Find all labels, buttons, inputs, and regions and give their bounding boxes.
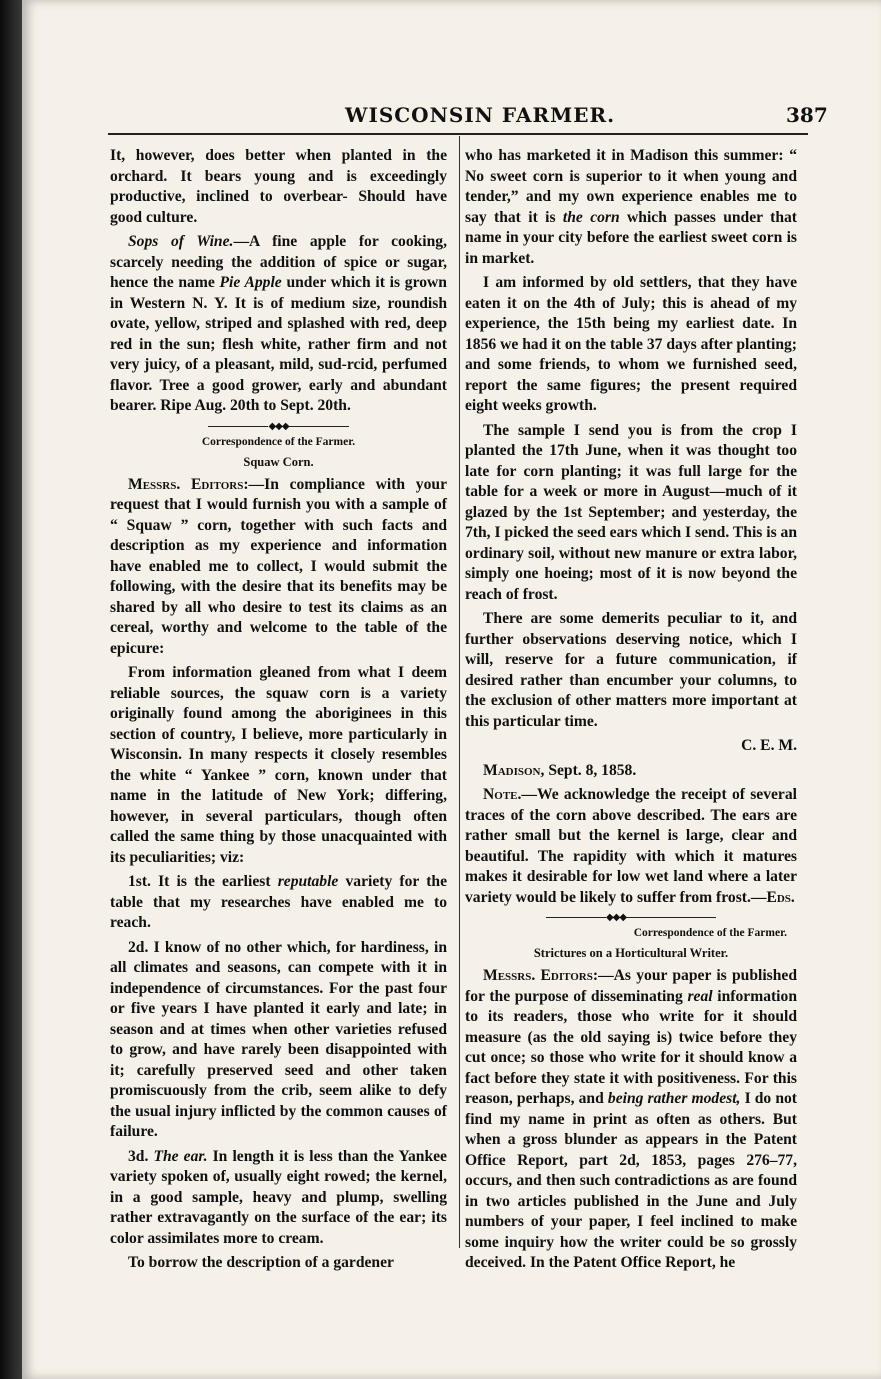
paragraph: To borrow the description of a gardener (128, 1254, 394, 1271)
variety-name: Sops of Wine. (128, 233, 234, 250)
paragraph-sops-of-wine: Sops of Wine.—A fine apple for cooking, scarcely needing the addition of spice or sugar, hence the name Pie Apple under which it is grown in Western N. Y. It is of medium size, roundish ovate, yellow, striped and splashed with red, deep red in the sun; flesh white, rather firm and not very juicy, of a pleasant, mild, sud-rcid, perfumed flavor. Tree a good grower, early and abundant bearer. Ripe Aug. 20th to Sept. 20th. (110, 233, 448, 414)
paragraph: From information gleaned from what I deem reliable sources, the squaw corn is a variety originally found among the aboriginees in this section of country, I believe, more particularly in Wisconsin. In many respects it closely resembles the white “ Yankee ” corn, known under that name in the latitude of New York; differing, however, in several particulars, though often called the same thing by those unacquainted with its peculiarities; viz: (110, 664, 447, 866)
right-column (465, 146, 797, 1278)
paragraph: The sample I send you is from the crop I planted the 17th June, when it was thought too late for corn planting; it was full large for the table for a week or more in August—much of it glazed by the 1st September; and yesterday, the 7th, I picked the seed ears which I send. This is an ordinary soil, without new manure or extra labor, simply one hoeing; most of it is now beyond the reach of frost. (465, 421, 798, 603)
paragraph: who has marketed it in Madison this summer: “ No sweet corn is superior to it when young and tender,” and my own experience enables me to say that it is the corn which passes under that name in your city before the earliest sweet corn is in market. (465, 147, 797, 267)
signature: C. E. M. (741, 737, 797, 754)
book-spine (0, 0, 22, 1379)
correspondence-line: Correspondence of the Farmer. (633, 927, 787, 939)
signature-line (465, 736, 797, 757)
column-divider (459, 136, 460, 1248)
article-heading: Strictures on a Horticultural Writer. (533, 946, 729, 960)
ornament-separator: ◆◆◆ (465, 912, 797, 924)
correspondence-line: Correspondence of the Farmer. (201, 435, 356, 448)
paragraph-strictures: Messrs. Editors:—As your paper is published for the purpose of disseminating real information to its readers, those who write for it should measure (as the old saying is) twice before they cut once; so those who write for it should know a fact before they state it with positiveness. For this reason, perhaps, and being rather modest, I do not find my name in print as often as others. But when a gross blunder as appears in the Patent Office Report, part 2d, 1853, pages 276–77, occurs, and then such contradictions as are found in two articles published in the June and July numbers of your paper, I feel inclined to make some inquiry how the writer could be so grossly deceived. In the Patent Office Report, he (465, 967, 797, 1271)
paragraph-third: 3d. The ear. In length it is less than the Yankee variety spoken of, usually eight rowed; the kernel, in a good sample, heavy and plump, swelling rather extravagantly on the surface of the ear; its color assimilates more to cream. (110, 1147, 447, 1247)
running-title: WISCONSIN FARMER. (345, 103, 616, 127)
dateline: Madison, Sept. 8, 1858. (483, 761, 637, 779)
paragraph: I am informed by old settlers, that they have eaten it on the 4th of July; this is ahead of my experience, the 15th being my earliest date. In 1856 we had it on the table 37 days after planting; and some friends, to whom we furnished seed, report the same figures; the present required eight weeks growth. (465, 274, 797, 414)
paragraph: It, however, does better when planted in the orchard. It bears young and is exceedingly productive, inclined to overbear- Should have good culture. (110, 147, 447, 226)
article-heading: Squaw Corn. (243, 454, 314, 469)
header-rule (108, 133, 808, 135)
paragraph-intro: Messrs. Editors:—In compliance with your request that I would furnish you with a sample of “ Squaw ” corn, together with such facts and description as my experience and information have enabled me to collect, I would submit the following, with the desire that its benefits may be shared by all who desire to test its claims as an cereal, worthy and welcome to the table of the epicure: (110, 475, 447, 657)
page-header (0, 103, 881, 133)
paragraph-first: 1st. It is the earliest reputable variety for the table that my researches have enabled me to reach. (110, 873, 447, 931)
page-number: 387 (786, 103, 828, 127)
paragraph: There are some demerits peculiar to it, and further observations deserving notice, which I will, reserve for a future communication, if desired rather than encumber your columns, to the exclusion of other matters more important at this particular time. (465, 610, 797, 730)
paragraph-second: 2d. I know of no other which, for hardiness, in all climates and seasons, can compete with it in independence of circumstances. For the past four or five years I have planted it early and late; in season and at times when other varieties refused to grow, and have rarely been disappointed with it; carefully preserved seed and other taken promiscuously from the crib, seem alike to defy the usual injury inflicted by the common causes of failure. (110, 938, 447, 1140)
editors-note: Note.—We acknowledge the receipt of several traces of the corn above described. The ears are rather small but the kernel is large, clear and beautiful. The rapidity with which it matures makes it desirable for low wet land where a later variety would be likely to suffer from frost.—Eds. (465, 786, 797, 906)
left-column (110, 146, 447, 1278)
ornament-separator: ◆◆◆ (110, 421, 447, 433)
